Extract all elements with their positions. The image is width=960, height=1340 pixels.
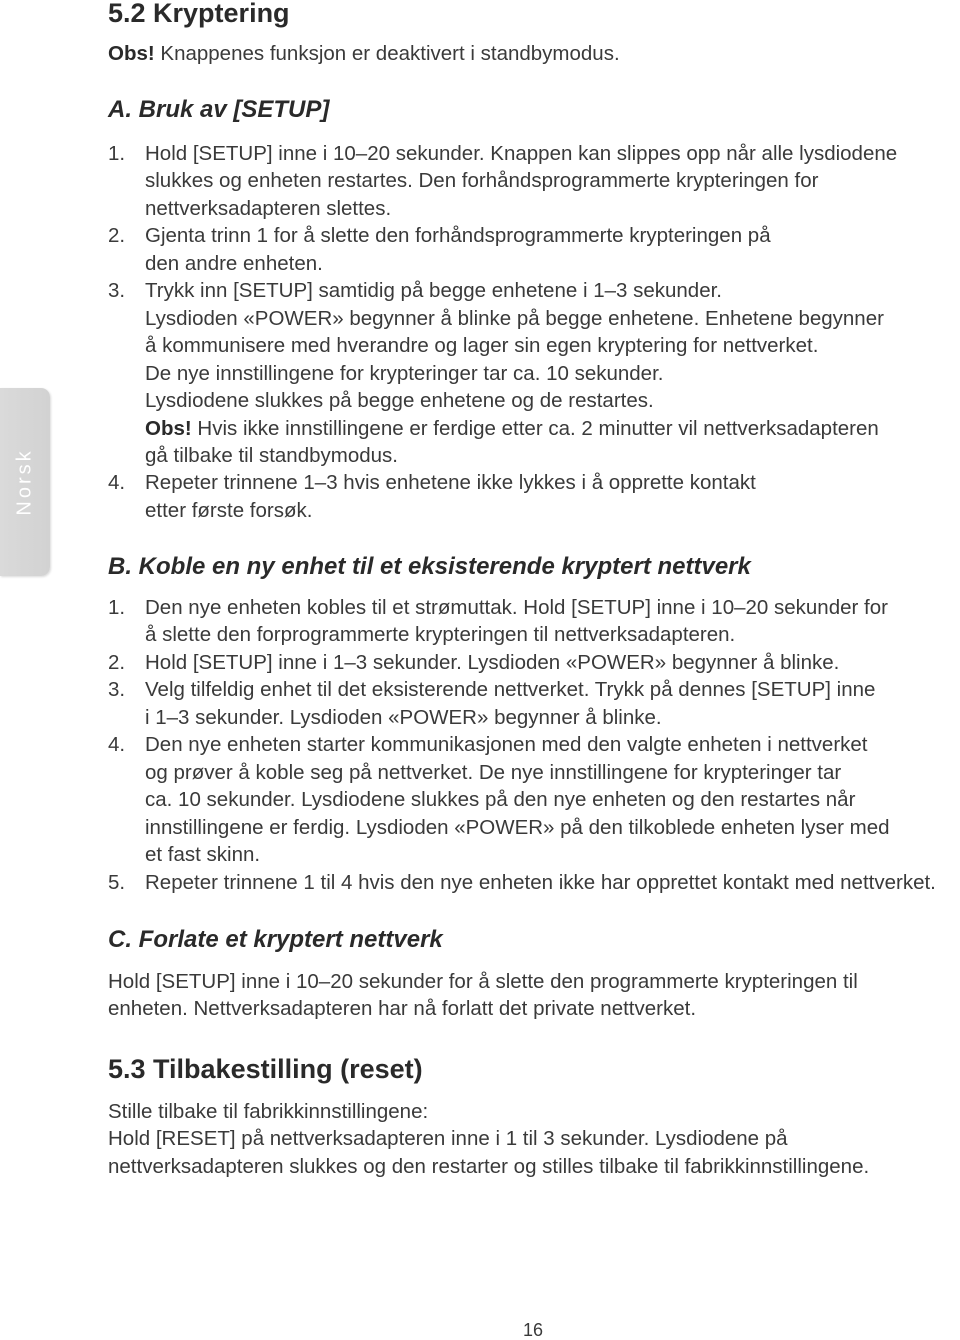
text-line: etter første forsøk. — [145, 498, 313, 522]
step-number: 2. — [108, 224, 126, 248]
step-number: 2. — [108, 650, 126, 674]
paragraph-reset — [108, 1098, 869, 1180]
text-line: Repeter trinnene 1 til 4 hvis den nye enheten ikke har opprettet kontakt med nettverket. — [145, 870, 936, 894]
text-line: Repeter trinnene 1–3 hvis enhetene ikke lykkes i å opprette kontakt — [145, 471, 756, 495]
text-line: den andre enheten. — [145, 251, 323, 275]
text-line: nettverksadapteren slettes. — [145, 196, 392, 220]
step-number: 3. — [108, 678, 126, 702]
text-line: Gjenta trinn 1 for å slette den forhåndsprogrammerte krypteringen på — [145, 224, 771, 248]
text-line: et fast skinn. — [145, 843, 261, 867]
section-heading-5-3: 5.3 Tilbakestilling (reset) — [108, 1054, 423, 1084]
list-item — [108, 222, 897, 277]
list-item — [108, 869, 936, 896]
step-number: 1. — [108, 142, 126, 165]
text-line: Hold [RESET] på nettverksadapteren inne i 1 til 3 sekunder. Lysdiodene på — [108, 1127, 788, 1151]
note-text: Hvis ikke innstillingene er ferdige etter ca. 2 minutter vil nettverksadapteren — [197, 416, 879, 440]
step-list-part-a — [108, 140, 897, 524]
step-text — [145, 594, 888, 649]
note-label: Obs! — [108, 42, 155, 65]
text-line: Trykk inn [SETUP] samtidig på begge enhetene i 1–3 sekunder. — [145, 279, 722, 303]
text-line: og prøver å koble seg på nettverket. De nye innstillingene for krypteringer tar — [145, 760, 842, 784]
text-line: Lysdiodene slukkes på begge enhetene og de restartes. — [145, 389, 654, 413]
text-line: Den nye enheten kobles til et strømuttak. Hold [SETUP] inne i 10–20 sekunder for — [145, 596, 888, 619]
step-text — [145, 222, 771, 277]
text-line: Lysdioden «POWER» begynner å blinke på begge enhetene. Enhetene begynner — [145, 306, 884, 330]
note-label: Obs! — [145, 416, 192, 440]
paragraph-part-c — [108, 968, 858, 1023]
standby-note — [108, 40, 620, 67]
text-line: Hold [SETUP] inne i 1–3 sekunder. Lysdioden «POWER» begynner å blinke. — [145, 650, 840, 674]
step-number: 4. — [108, 471, 126, 495]
list-item — [108, 731, 936, 868]
language-tab-label: Norsk — [13, 448, 36, 516]
list-item — [108, 676, 936, 731]
step-number: 4. — [108, 733, 126, 757]
list-item — [108, 277, 897, 469]
subheading-part-c: C. Forlate et kryptert nettverk — [108, 926, 443, 953]
note-text: Knappenes funksjon er deaktivert i standbymodus. — [160, 42, 620, 65]
subheading-part-b: B. Koble en ny enhet til et eksisterende kryptert nettverk — [108, 553, 751, 580]
step-number: 1. — [108, 596, 126, 619]
list-item — [108, 140, 897, 222]
text-line: enheten. Nettverksadapteren har nå forlatt det private nettverket. — [108, 997, 697, 1021]
step-text — [145, 140, 897, 222]
step-text — [145, 676, 875, 731]
step-number: 5. — [108, 870, 126, 894]
step-text — [145, 869, 936, 896]
step-list-part-b — [108, 594, 936, 896]
step-text — [145, 469, 756, 524]
list-item — [108, 594, 936, 649]
step-number: 3. — [108, 279, 126, 303]
section-heading-5-2: 5.2 Kryptering — [108, 0, 290, 28]
text-line: Den nye enheten starter kommunikasjonen med den valgte enheten i nettverket — [145, 733, 868, 757]
text-line: De nye innstillingene for krypteringer tar ca. 10 sekunder. — [145, 361, 664, 385]
list-item — [108, 469, 897, 524]
text-line: Velg tilfeldig enhet til det eksisterende nettverket. Trykk på dennes [SETUP] inne — [145, 678, 876, 702]
text-line: nettverksadapteren slukkes og den restarter og stilles tilbake til fabrikkinnstillingene. — [108, 1154, 870, 1178]
text-line: gå tilbake til standbymodus. — [145, 443, 398, 467]
text-line: Hold [SETUP] inne i 10–20 sekunder for å slette den programmerte krypteringen til — [108, 970, 858, 993]
page-number: 16 — [523, 1320, 544, 1340]
list-item — [108, 649, 936, 676]
text-line: innstillingene er ferdig. Lysdioden «POWER» på den tilkoblede enheten lyser med — [145, 815, 890, 839]
text-line — [145, 415, 884, 442]
text-line: Hold [SETUP] inne i 10–20 sekunder. Knappen kan slippes opp når alle lysdiodene — [145, 142, 898, 165]
language-side-tab — [0, 388, 50, 576]
text-line: i 1–3 sekunder. Lysdioden «POWER» begynner å blinke. — [145, 705, 662, 729]
text-line: Stille tilbake til fabrikkinnstillingene: — [108, 1100, 429, 1123]
text-line: å kommunisere med hverandre og lager sin egen kryptering for nettverket. — [145, 334, 819, 358]
subheading-part-a: A. Bruk av [SETUP] — [108, 96, 330, 123]
text-line: ca. 10 sekunder. Lysdiodene slukkes på den nye enheten og den restartes når — [145, 788, 856, 812]
text-line: å slette den forprogrammerte krypteringen til nettverksadapteren. — [145, 623, 736, 647]
step-text — [145, 649, 839, 676]
text-line: slukkes og enheten restartes. Den forhåndsprogrammerte krypteringen for — [145, 169, 819, 193]
step-text — [145, 277, 884, 469]
step-text — [145, 731, 890, 868]
